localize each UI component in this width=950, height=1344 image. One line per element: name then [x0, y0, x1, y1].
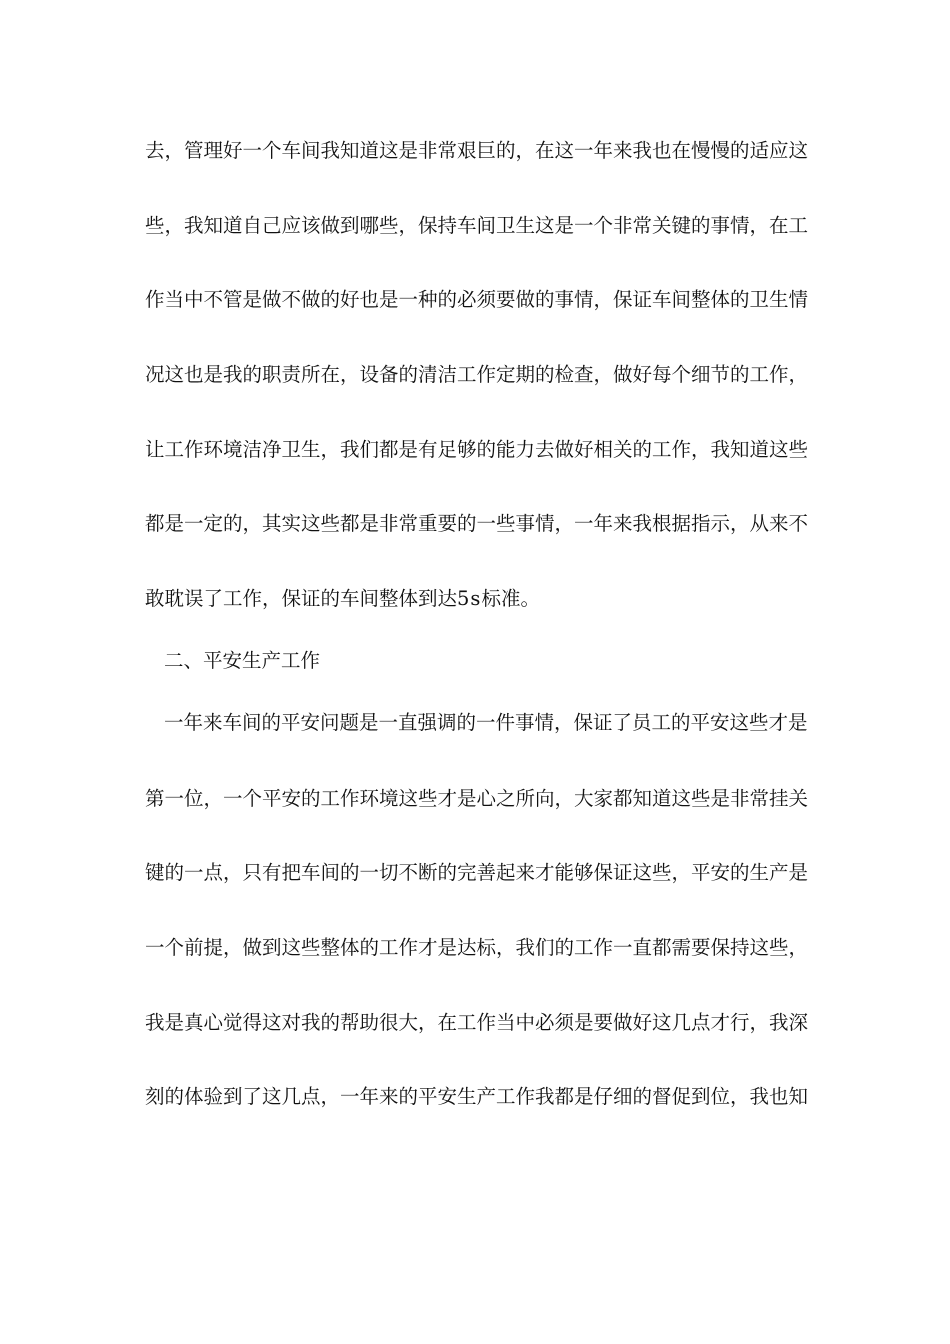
- section-line-4: 一个前提，做到这些整体的工作才是达标，我们的工作一直都需要保持这些，: [145, 936, 809, 959]
- standard-5s-value: 5s: [457, 587, 482, 610]
- section-line-6: 刻的体验到了这几点，一年来的平安生产工作我都是仔细的督促到位，我也知: [145, 1085, 809, 1108]
- paragraph-line-4: 况这也是我的职责所在，设备的清洁工作定期的检查，做好每个细节的工作，: [145, 363, 809, 386]
- paragraph-line-5: 让工作环境洁净卫生，我们都是有足够的能力去做好相关的工作，我知道这些: [145, 438, 809, 461]
- line-7-text-before: 敢耽误了工作，保证的车间整体到达: [145, 587, 458, 610]
- section-heading: 二、平安生产工作: [164, 649, 321, 672]
- line-7-text-after: 标准。: [481, 587, 540, 610]
- paragraph-line-7: [145, 584, 795, 614]
- paragraph-line-3: 作当中不管是做不做的好也是一种的必须要做的事情，保证车间整体的卫生情: [145, 288, 809, 311]
- section-line-3: 键的一点，只有把车间的一切不断的完善起来才能够保证这些，平安的生产是: [145, 861, 809, 884]
- paragraph-line-1: 去，管理好一个车间我知道这是非常艰巨的，在这一年来我也在慢慢的适应这: [145, 139, 809, 162]
- paragraph-line-6: 都是一定的，其实这些都是非常重要的一些事情，一年来我根据指示，从来不: [145, 512, 809, 535]
- section-line-2: 第一位，一个平安的工作环境这些才是心之所向，大家都知道这些是非常挂关: [145, 787, 809, 810]
- section-line-5: 我是真心觉得这对我的帮助很大，在工作当中必须是要做好这几点才行，我深: [145, 1011, 809, 1034]
- section-line-1: 一年来车间的平安问题是一直强调的一件事情，保证了员工的平安这些才是: [164, 711, 808, 734]
- paragraph-line-2: 些，我知道自己应该做到哪些，保持车间卫生这是一个非常关键的事情，在工: [145, 214, 809, 237]
